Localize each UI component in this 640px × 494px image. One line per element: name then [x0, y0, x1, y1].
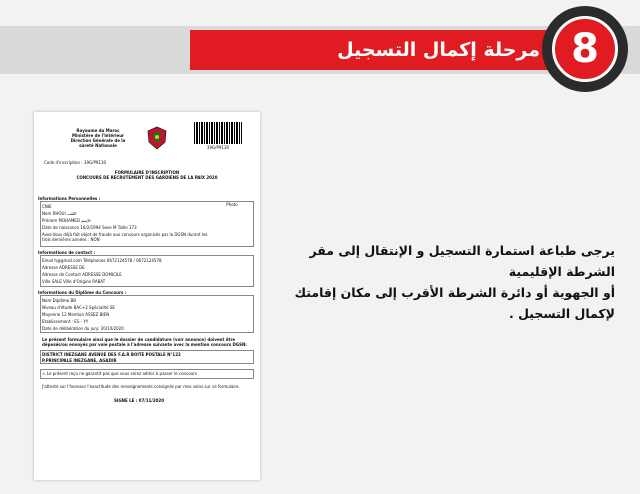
field-prenom: Prénom MOHAMED الإسم	[42, 218, 91, 223]
header-line: Ministère de l'Intérieur	[71, 133, 125, 138]
field-fraude: Avez-Vous déjà fait objet de fraude aux concours organisés par la DGSN durant les trois dernières années : NON	[42, 232, 208, 242]
step-number: 8	[552, 16, 618, 82]
warning-icon: ⚠	[42, 371, 47, 376]
police-emblem-icon	[146, 126, 168, 150]
section-diplome: Informations du Diplôme du Concours :	[38, 290, 127, 295]
depot-address-line1: DISTRICT INEZGANE AVENUE DES F.A.R BOITE POSTALE N°122	[42, 352, 181, 357]
field-moyenne: Moyenne 12 Mention ASSEZ BIEN	[42, 312, 110, 317]
form-header	[68, 128, 128, 148]
section-contact: Informations de contact :	[38, 250, 96, 255]
instruction-text	[275, 240, 615, 324]
field-adresse-contact: Adresse de Contact ADRESSE DOMICILE	[42, 272, 122, 277]
warning-label: Le présent reçu ne garantit pas que vous serez admis à passer le concours	[46, 371, 197, 376]
field-cnie: CNIE	[42, 204, 52, 209]
instruction-line-2: أو الجهوية أو دائرة الشرطة الأقرب إلى مكان إقامتك لإكمال التسجيل .	[294, 285, 615, 321]
field-deliberation: Date de délibération du jury: 20/10/2020	[42, 326, 124, 331]
form-title-line: CONCOURS DE RECRUTEMENT DES GARDIENS DE LA PAIX 2020	[76, 175, 218, 180]
field-niveau: Niveau d'étude BAC+2 Spécialité SE	[42, 305, 115, 310]
attestation-text: J'atteste sur l'honneur l'exactitude des renseignements consignés par mes soins sur ce formulaire.	[42, 384, 240, 389]
field-nom: Nom RHOUI اللقب	[42, 211, 77, 216]
field-naissance: Date de naissance 16/2/1994 Sexe M Taille 173	[42, 225, 137, 230]
section-personal: Informations Personnelles :	[38, 196, 101, 201]
registration-form-image	[34, 112, 260, 480]
photo-placeholder: Photo	[226, 202, 238, 207]
barcode-icon	[194, 122, 242, 144]
field-etablissement: Etablissement : ES - YY	[42, 319, 89, 324]
form-title-line: FORMULAIRE D'INSCRIPTION	[114, 170, 180, 175]
header-line: Royaume du Maroc	[76, 128, 120, 133]
form-title	[34, 170, 260, 180]
field-ville: Ville SALE Ville d'Origine RABAT	[42, 279, 106, 284]
signature-date: SIGNE LE : 07/11/2020	[114, 398, 164, 403]
field-adresse: Adresse ADRESSE DE	[42, 265, 85, 270]
field-email: Email h@gmail.com Téléphones 0672124578 / 0672124578	[42, 258, 162, 263]
depot-address-line2: P.PRINCIPALE INEZGANE, AGADIR	[42, 358, 117, 363]
instruction-line-1: يرجى طباعة استمارة التسجيل و الإنتقال إلى مقر الشرطة الإقليمية	[309, 243, 615, 279]
header-line: Direction Générale de la sûreté Nationale	[70, 138, 126, 148]
warning-text	[42, 371, 197, 376]
step-title: مرحلة إكمال التسجيل	[337, 39, 540, 61]
barcode-number: 39G/P9130	[206, 145, 230, 150]
registration-code: Code d'inscription : 39G/P9130	[44, 160, 107, 165]
field-nom-diplome: Nom Diplôme BB	[42, 298, 77, 303]
depot-instructions: Le présent formulaire ainsi que le dossier de candidature (voir annonce) doivent être déposés/ou envoyés par voie postale à l'adresse suivante avec la mention concours DGSN:	[42, 337, 247, 347]
